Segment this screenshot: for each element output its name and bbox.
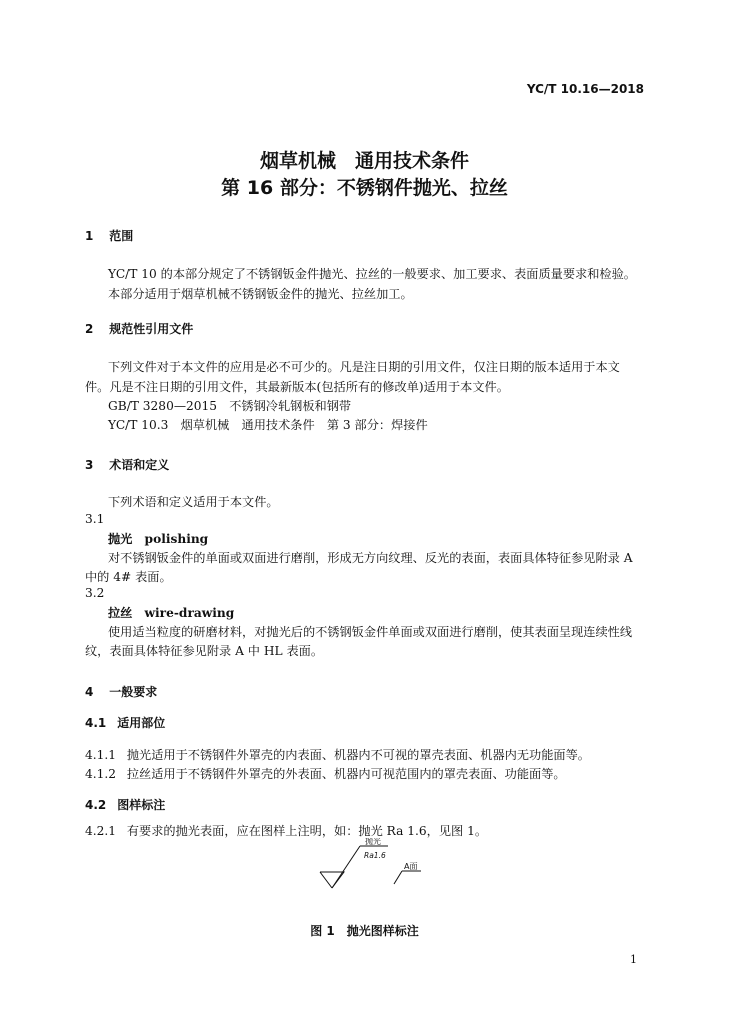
term-3-2-number: 3.2: [85, 586, 105, 600]
reference-yct-10-3: YC/T 10.3 烟草机械 通用技术条件 第 3 部分：焊接件: [108, 418, 428, 432]
section-number: 2: [85, 322, 94, 336]
section-3-intro: 下列术语和定义适用于本文件。: [108, 495, 279, 509]
section-3-heading: [85, 456, 169, 473]
section-1-paragraph-1: YC/T 10 的本部分规定了不锈钢钣金件抛光、拉丝的一般要求、加工要求、表面质量要求和检验。: [108, 267, 636, 281]
clause-number: 4.1.2: [85, 767, 117, 781]
section-number: 1: [85, 229, 94, 243]
section-number: 3: [85, 458, 94, 472]
polishing-annotation-figure: [318, 838, 428, 898]
section-title: 图样标注: [117, 798, 166, 812]
section-2-heading: [85, 320, 193, 337]
document-title-line1: 烟草机械 通用技术条件: [259, 150, 469, 172]
term-3-1-number: 3.1: [85, 512, 105, 526]
section-1-paragraph-2: 本部分适用于烟草机械不锈钢钣金件的抛光、拉丝加工。: [108, 287, 413, 301]
clause-4-1-2: [85, 765, 566, 782]
clause-number: 4.2.1: [85, 824, 117, 838]
section-title: 范围: [109, 229, 134, 243]
section-4-2-heading: [85, 796, 165, 813]
clause-4-2-1: [85, 822, 487, 839]
figure-caption: 图 1 抛光图样标注: [310, 924, 419, 938]
figure-label-face: A面: [404, 862, 418, 871]
section-title: 适用部位: [117, 716, 166, 730]
section-4-heading: [85, 683, 157, 700]
surface-symbol-left-leg: [320, 872, 332, 888]
clause-text: 抛光适用于不锈钢件外罩壳的内表面、机器内不可视的罩壳表面、机器内无功能面等。: [126, 748, 590, 762]
term-3-1-definition-line2: 中的 4# 表面。: [85, 570, 172, 584]
surface-symbol-long-leg: [332, 846, 360, 888]
section-title: 一般要求: [109, 685, 158, 699]
page-number: 1: [630, 953, 637, 966]
section-2-paragraph-line1: 下列文件对于本文件的应用是必不可少的。凡是注日期的引用文件，仅注日期的版本适用于本文: [108, 360, 620, 374]
clause-text: 有要求的抛光表面，应在图样上注明，如：抛光 Ra 1.6，见图 1。: [126, 824, 488, 838]
section-4-1-heading: [85, 714, 165, 731]
section-2-paragraph-line2: 件。凡是不注日期的引用文件，其最新版本(包括所有的修改单)适用于本文件。: [85, 380, 509, 394]
section-1-heading: [85, 227, 133, 244]
section-number: 4.1: [85, 716, 107, 730]
document-title-line2: 第 16 部分：不锈钢件抛光、拉丝: [221, 177, 508, 199]
section-number: 4: [85, 685, 94, 699]
clause-number: 4.1.1: [85, 748, 117, 762]
clause-4-1-1: [85, 746, 590, 763]
reference-gbt-3280: GB/T 3280—2015 不锈钢冷轧钢板和钢带: [108, 399, 352, 413]
section-number: 4.2: [85, 798, 107, 812]
term-3-2-definition-line2: 纹，表面具体特征参见附录 A 中 HL 表面。: [85, 644, 324, 658]
figure-label-polish: 抛光: [365, 838, 381, 846]
clause-text: 拉丝适用于不锈钢件外罩壳的外表面、机器内可视范围内的罩壳表面、功能面等。: [126, 767, 566, 781]
term-3-1-name: 抛光 polishing: [108, 532, 209, 546]
standard-number: YC/T 10.16—2018: [526, 82, 644, 96]
term-3-1-definition-line1: 对不锈钢钣金件的单面或双面进行磨削，形成无方向纹理、反光的表面，表面具体特征参见附录 A: [108, 551, 633, 565]
section-title: 规范性引用文件: [109, 322, 194, 336]
term-3-2-definition-line1: 使用适当粒度的研磨材料，对抛光后的不锈钢钣金件单面或双面进行磨削，使其表面呈现连续性线: [108, 625, 633, 639]
figure-label-ra: Ra1.6: [364, 851, 386, 860]
section-title: 术语和定义: [109, 458, 170, 472]
term-3-2-name: 拉丝 wire-drawing: [108, 606, 235, 620]
surface-symbol-triangle: [320, 872, 344, 888]
face-leader-line: [394, 871, 402, 884]
